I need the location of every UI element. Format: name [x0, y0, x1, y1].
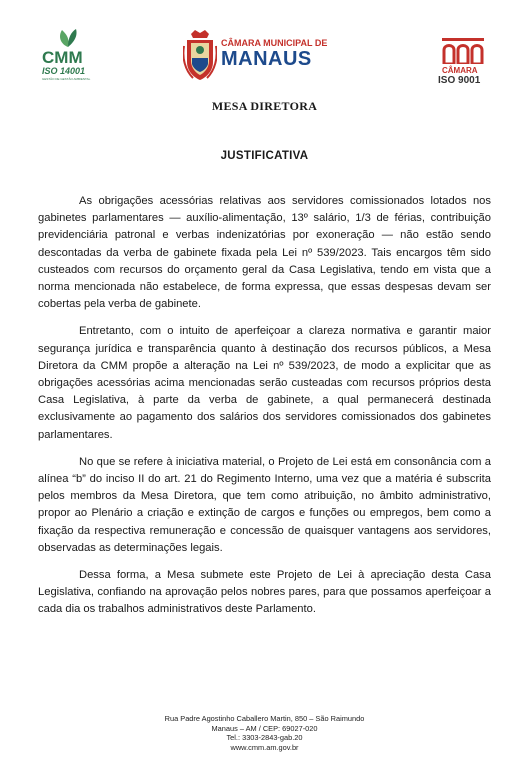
leaf-icon — [56, 28, 80, 48]
building-arches-icon — [442, 38, 484, 64]
manaus-label: MANAUS — [221, 48, 312, 70]
iso-14001-subtitle: GESTÃO DE GESTÃO AMBIENTAL — [42, 77, 91, 81]
iso-9001-label: ISO 9001 — [438, 75, 481, 86]
paragraph: No que se refere à iniciativa material, o Projeto de Lei está em consonância com a alínea “b” do inciso II do art. 21 do Regimento Interno, uma vez que a matéria é subscrita pelos membros da Mesa Diretora, que tem como atribuição, no âmbito administrativo, propor ao Plenário a criação e extinção de cargos e funções ou empregos, bem como a fixação da respectiva remuneração e concessão de quaisquer vantagens aos servidores, observadas as determinações legais. — [38, 455, 491, 554]
document-subheading: JUSTIFICATIVA — [220, 150, 309, 162]
camara-iso9001-logo — [436, 38, 490, 90]
letterhead — [0, 28, 529, 88]
camara-label: CÂMARA — [442, 66, 478, 75]
paragraph: Dessa forma, a Mesa submete este Projeto de Lei à apreciação desta Casa Legislativa, confiando na aprovação pelos nobres pares, para que possamos aperfeiçoar a cada dia os trabalhos administrativos deste Parlamento. — [38, 569, 491, 616]
cmm-acronym: CMM — [42, 48, 83, 67]
footer-website: www.cmm.am.gov.br — [230, 742, 299, 752]
footer-address-block — [0, 714, 529, 752]
footer-address: Rua Padre Agostinho Caballero Martin, 850 – São Raimundo — [164, 714, 365, 723]
paragraph: As obrigações acessórias relativas aos servidores comissionados lotados nos gabinetes parlamentares — auxílio-alimentação, 13º salário, 1/3 de férias, contribuição previdenciária patronal e verbas indenizatórias por exoneração — não estão sendo descontadas da verba de gabinete fixada pela Lei nº 539/2023. Tais encargos têm sido custeados com recursos do orçamento geral da Casa Legislativa, tendo em vista que a norma mencionada não estabelece, de forma expressa, que essas despesas devam ser cobertas pela verba de gabinete. — [38, 195, 491, 311]
document-heading: MESA DIRETORA — [211, 99, 318, 113]
city-seal-icon — [183, 28, 217, 82]
camara-municipal-label: CÂMARA MUNICIPAL DE — [221, 38, 328, 48]
paragraph: Entretanto, com o intuito de aperfeiçoar a clareza normativa e garantir maior segurança jurídica e transparência quanto à destinação dos recursos públicos, a Mesa Diretora da CMM propõe a alteração na Lei nº 539/2023, de modo a explicitar que as obrigações acessórias acima mencionadas serão custeadas com recursos próprios desta Casa Legislativa, à parte da verba de gabinete, a qual permanecerá destinada exclusivamente ao pagamento dos salários dos servidores comissionados dos gabinetes parlamentares. — [38, 325, 491, 441]
camara-municipal-logo — [183, 28, 333, 84]
document-body — [38, 193, 491, 629]
cmm-iso14001-logo — [40, 28, 100, 84]
footer-city: Manaus – AM / CEP: 69027-020 — [211, 723, 318, 733]
iso-14001-label: ISO 14001 — [42, 66, 86, 76]
footer-phone: Tel.: 3303-2843-gab.20 — [226, 733, 303, 743]
